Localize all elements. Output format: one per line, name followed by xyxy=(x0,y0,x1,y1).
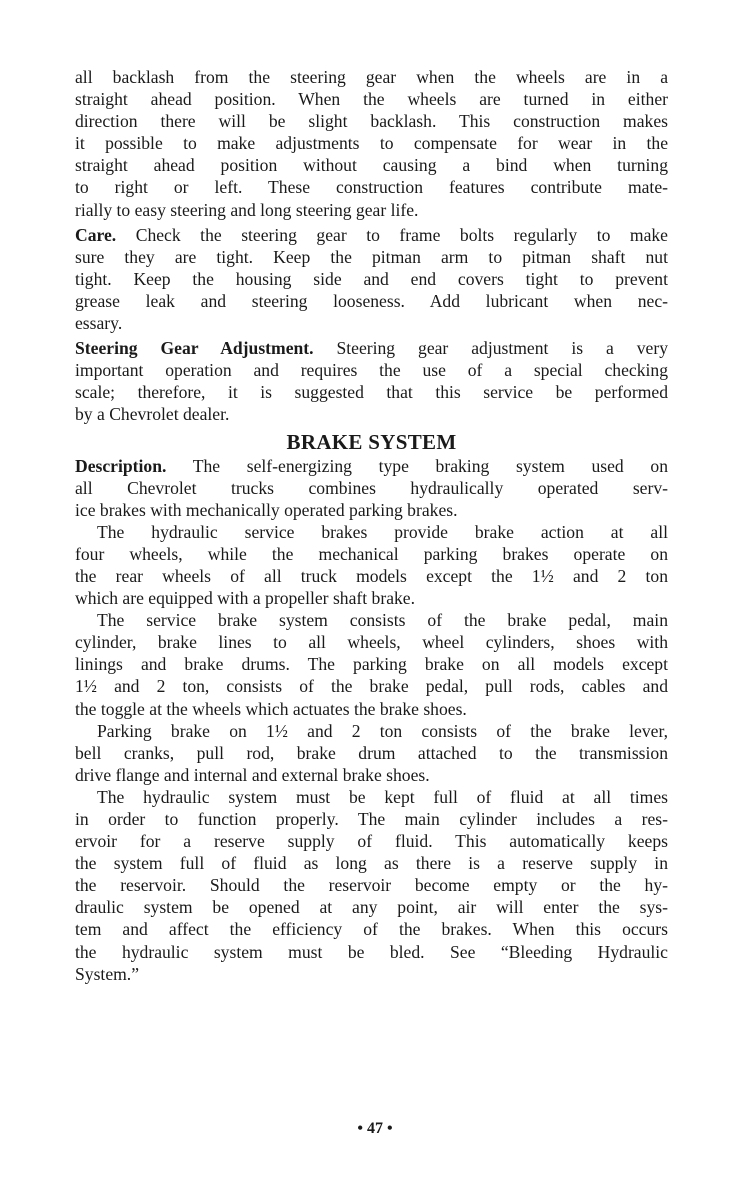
text-fragment: Check the steering gear to frame bolts regularly to make xyxy=(116,224,668,245)
text-line: linings and brake drums. The parking brake on all models except xyxy=(75,654,668,675)
text-line: System.” xyxy=(75,963,140,984)
text-line: essary. xyxy=(75,313,123,334)
text-line: rially to easy steering and long steering gear life. xyxy=(75,199,419,220)
text-fragment: The self-energizing type braking system used on xyxy=(166,455,668,476)
text-line: the system full of fluid as long as there is a reserve supply in xyxy=(75,853,668,874)
text-line: in order to function properly. The main cylinder includes a res- xyxy=(75,809,668,829)
text-line: which are equipped with a propeller shaft brake. xyxy=(75,588,416,609)
text-line: tight. Keep the housing side and end covers tight to prevent xyxy=(75,268,668,289)
text-line: grease leak and steering looseness. Add lubricant when nec- xyxy=(75,290,668,311)
text-line: to right or left. These construction features contribute mate- xyxy=(75,177,668,198)
text-line xyxy=(75,455,668,477)
text-line: Parking brake on 1½ and 2 ton consists of the brake lever, xyxy=(97,720,668,741)
paragraph-description xyxy=(75,455,668,521)
text-line: all Chevrolet trucks combines hydraulically operated serv- xyxy=(75,477,668,498)
paragraph-hydraulic-service-brakes xyxy=(75,521,668,609)
paragraph-service-brake-system xyxy=(75,609,668,719)
text-line: it possible to make adjustments to compensate for wear in the xyxy=(75,133,668,154)
text-line: important operation and requires the use of a special checking xyxy=(75,360,668,381)
paragraph-steering-continued xyxy=(75,66,668,221)
text-line: the rear wheels of all truck models except the 1½ and 2 ton xyxy=(75,565,668,586)
manual-page-body xyxy=(75,66,668,985)
paragraph-parking-brake xyxy=(75,720,668,786)
text-line: four wheels, while the mechanical parking brakes operate on xyxy=(75,543,668,564)
text-line: straight ahead position. When the wheels are turned in either xyxy=(75,89,668,110)
page-number: • 47 • xyxy=(357,1120,393,1137)
text-line: 1½ and 2 ton, consists of the brake pedal, pull rods, cables and xyxy=(75,676,668,697)
text-line: the hydraulic system must be bled. See “Bleeding Hydraulic xyxy=(75,941,668,962)
text-line: drive flange and internal and external brake shoes. xyxy=(75,764,430,785)
run-in-heading-description: Description. xyxy=(75,455,167,476)
paragraph-steering-gear-adjustment xyxy=(75,337,668,425)
text-line: The service brake system consists of the brake pedal, main xyxy=(97,610,668,631)
paragraph-care xyxy=(75,224,668,334)
text-line: cylinder, brake lines to all wheels, wheel cylinders, shoes with xyxy=(75,632,668,653)
text-line: the reservoir. Should the reservoir become empty or the hy- xyxy=(75,875,668,896)
paragraph-hydraulic-system xyxy=(75,786,668,985)
run-in-heading-steering-gear-adjustment: Steering Gear Adjustment. xyxy=(75,338,314,359)
text-line: tem and affect the efficiency of the brakes. When this occurs xyxy=(75,919,668,940)
text-line: scale; therefore, it is suggested that this service be performed xyxy=(75,382,668,403)
text-line: by a Chevrolet dealer. xyxy=(75,404,230,425)
text-fragment: Steering gear adjustment is a very xyxy=(313,338,668,359)
run-in-heading-care: Care. xyxy=(75,224,117,245)
text-line: The hydraulic system must be kept full of fluid at all times xyxy=(97,786,668,807)
text-line: bell cranks, pull rod, brake drum attached to the transmission xyxy=(75,742,668,763)
text-line xyxy=(75,224,668,246)
text-line: The hydraulic service brakes provide brake action at all xyxy=(97,521,668,542)
text-line: draulic system be opened at any point, air will enter the sys- xyxy=(75,897,668,918)
text-line: all backlash from the steering gear when the wheels are in a xyxy=(75,67,668,87)
section-heading-brake-system: BRAKE SYSTEM xyxy=(286,429,457,454)
text-line: ice brakes with mechanically operated parking brakes. xyxy=(75,499,458,520)
text-line xyxy=(75,337,668,359)
text-line: the toggle at the wheels which actuates the brake shoes. xyxy=(75,698,467,719)
text-line: straight ahead position without causing a bind when turning xyxy=(75,155,668,176)
text-line: ervoir for a reserve supply of fluid. This automatically keeps xyxy=(75,831,668,852)
text-line: sure they are tight. Keep the pitman arm to pitman shaft nut xyxy=(75,246,668,267)
text-line: direction there will be slight backlash. This construction makes xyxy=(75,111,668,132)
